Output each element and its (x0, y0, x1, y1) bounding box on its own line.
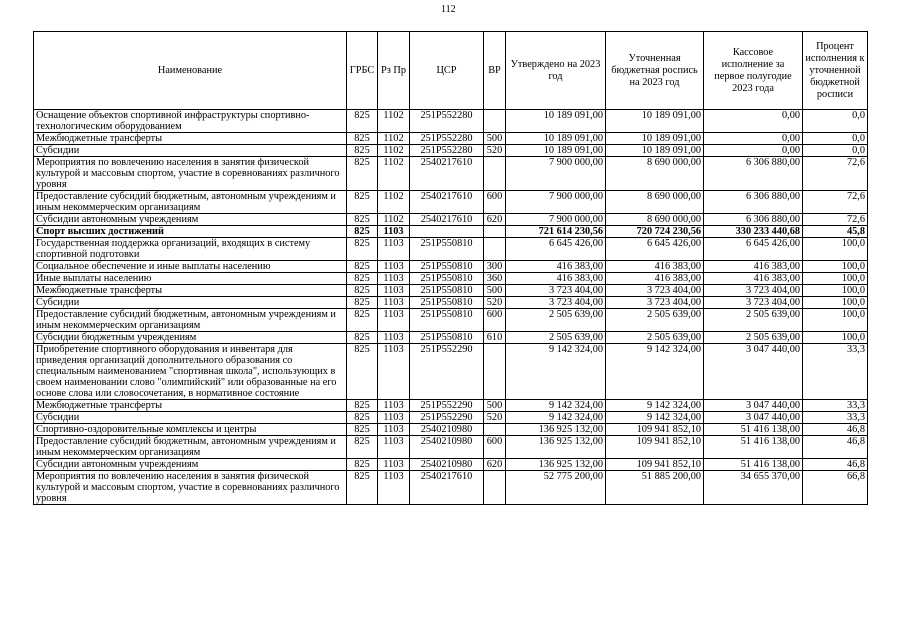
cell-name: Оснащение объектов спортивной инфраструктуры спортивно-технологическим оборудованием (34, 110, 347, 133)
cell-refined: 720 724 230,56 (606, 226, 704, 238)
cell-name: Иные выплаты населению (34, 273, 347, 285)
cell-csr (410, 226, 484, 238)
cell-percent: 45,8 (803, 226, 868, 238)
cell-rzpr: 1102 (378, 145, 410, 157)
cell-executed: 51 416 138,00 (704, 424, 803, 436)
cell-refined: 6 645 426,00 (606, 238, 704, 261)
cell-vr (484, 110, 506, 133)
cell-executed: 2 505 639,00 (704, 309, 803, 332)
cell-percent: 0,0 (803, 145, 868, 157)
table-row (34, 459, 868, 471)
cell-rzpr: 1103 (378, 238, 410, 261)
table-row (34, 238, 868, 261)
cell-percent: 100,0 (803, 332, 868, 344)
cell-refined: 8 690 000,00 (606, 214, 704, 226)
cell-rzpr: 1102 (378, 110, 410, 133)
cell-grbs: 825 (347, 214, 378, 226)
table-row (34, 157, 868, 191)
cell-approved: 7 900 000,00 (506, 157, 606, 191)
cell-vr: 360 (484, 273, 506, 285)
cell-percent: 33,3 (803, 400, 868, 412)
cell-percent: 72,6 (803, 214, 868, 226)
cell-approved: 52 775 200,00 (506, 471, 606, 505)
cell-grbs: 825 (347, 110, 378, 133)
col-header-vr: ВР (484, 32, 506, 110)
cell-executed: 0,00 (704, 110, 803, 133)
cell-grbs: 825 (347, 332, 378, 344)
cell-vr: 620 (484, 459, 506, 471)
cell-csr: 2540217610 (410, 214, 484, 226)
table-row (34, 436, 868, 459)
cell-csr: 251P552290 (410, 344, 484, 400)
cell-name: Социальное обеспечение и иные выплаты населению (34, 261, 347, 273)
cell-executed: 3 723 404,00 (704, 285, 803, 297)
cell-executed: 3 723 404,00 (704, 297, 803, 309)
cell-executed: 3 047 440,00 (704, 412, 803, 424)
cell-percent: 33,3 (803, 412, 868, 424)
cell-percent: 0,0 (803, 110, 868, 133)
table-row (34, 400, 868, 412)
cell-name: Мероприятия по вовлечению населения в занятия физической культурой и массовым спортом, участие в соревнованиях различного уровня (34, 471, 347, 505)
cell-csr: 2540217610 (410, 157, 484, 191)
cell-csr: 2540210980 (410, 424, 484, 436)
table-row (34, 412, 868, 424)
table-row (34, 285, 868, 297)
cell-name: Спорт высших достижений (34, 226, 347, 238)
table-row (34, 145, 868, 157)
cell-refined: 10 189 091,00 (606, 110, 704, 133)
cell-vr: 600 (484, 436, 506, 459)
cell-approved: 136 925 132,00 (506, 459, 606, 471)
cell-grbs: 825 (347, 157, 378, 191)
cell-vr (484, 424, 506, 436)
cell-percent: 33,3 (803, 344, 868, 400)
cell-grbs: 825 (347, 273, 378, 285)
cell-vr (484, 238, 506, 261)
cell-refined: 109 941 852,10 (606, 424, 704, 436)
cell-percent: 46,8 (803, 424, 868, 436)
col-header-approved: Утверждено на 2023 год (506, 32, 606, 110)
cell-grbs: 825 (347, 400, 378, 412)
cell-csr: 251P550810 (410, 332, 484, 344)
cell-grbs: 825 (347, 436, 378, 459)
cell-approved: 6 645 426,00 (506, 238, 606, 261)
col-header-executed: Кассовое исполнение за первое полугодие 2023 года (704, 32, 803, 110)
cell-grbs: 825 (347, 471, 378, 505)
cell-approved: 7 900 000,00 (506, 214, 606, 226)
cell-csr: 251P550810 (410, 261, 484, 273)
cell-approved: 9 142 324,00 (506, 344, 606, 400)
cell-approved: 416 383,00 (506, 261, 606, 273)
cell-rzpr: 1103 (378, 332, 410, 344)
cell-percent: 0,0 (803, 133, 868, 145)
cell-name: Межбюджетные трансферты (34, 133, 347, 145)
cell-executed: 330 233 440,68 (704, 226, 803, 238)
table-row (34, 133, 868, 145)
table-row (34, 424, 868, 436)
cell-refined: 8 690 000,00 (606, 191, 704, 214)
cell-percent: 72,6 (803, 191, 868, 214)
table-row (34, 273, 868, 285)
cell-approved: 416 383,00 (506, 273, 606, 285)
cell-csr: 251P550810 (410, 297, 484, 309)
cell-vr: 520 (484, 297, 506, 309)
cell-percent: 72,6 (803, 157, 868, 191)
table-row (34, 191, 868, 214)
cell-grbs: 825 (347, 238, 378, 261)
header-row (34, 32, 868, 110)
cell-percent: 46,8 (803, 436, 868, 459)
cell-name: Государственная поддержка организаций, входящих в систему спортивной подготовки (34, 238, 347, 261)
cell-rzpr: 1103 (378, 471, 410, 505)
table-row (34, 261, 868, 273)
cell-rzpr: 1102 (378, 133, 410, 145)
table-row (34, 332, 868, 344)
cell-csr: 251P550810 (410, 285, 484, 297)
cell-approved: 7 900 000,00 (506, 191, 606, 214)
cell-vr: 520 (484, 145, 506, 157)
cell-refined: 8 690 000,00 (606, 157, 704, 191)
cell-rzpr: 1103 (378, 273, 410, 285)
cell-vr: 610 (484, 332, 506, 344)
cell-vr (484, 344, 506, 400)
cell-rzpr: 1103 (378, 261, 410, 273)
cell-name: Субсидии бюджетным учреждениям (34, 332, 347, 344)
cell-executed: 6 306 880,00 (704, 191, 803, 214)
cell-name: Субсидии автономным учреждениям (34, 459, 347, 471)
cell-rzpr: 1102 (378, 214, 410, 226)
table-row (34, 297, 868, 309)
cell-executed: 0,00 (704, 145, 803, 157)
table-row (34, 110, 868, 133)
cell-executed: 3 047 440,00 (704, 344, 803, 400)
cell-executed: 416 383,00 (704, 261, 803, 273)
cell-grbs: 825 (347, 191, 378, 214)
cell-rzpr: 1103 (378, 297, 410, 309)
cell-rzpr: 1103 (378, 226, 410, 238)
cell-percent: 100,0 (803, 261, 868, 273)
cell-approved: 10 189 091,00 (506, 145, 606, 157)
cell-name: Субсидии автономным учреждениям (34, 214, 347, 226)
cell-name: Предоставление субсидий бюджетным, автономным учреждениям и иным некоммерческим организациям (34, 436, 347, 459)
cell-approved: 3 723 404,00 (506, 285, 606, 297)
cell-rzpr: 1103 (378, 309, 410, 332)
cell-vr: 500 (484, 133, 506, 145)
cell-csr: 2540210980 (410, 436, 484, 459)
cell-name: Межбюджетные трансферты (34, 400, 347, 412)
cell-refined: 9 142 324,00 (606, 400, 704, 412)
cell-executed: 6 306 880,00 (704, 157, 803, 191)
cell-rzpr: 1103 (378, 459, 410, 471)
table-row (34, 344, 868, 400)
cell-vr: 620 (484, 214, 506, 226)
cell-executed: 416 383,00 (704, 273, 803, 285)
cell-refined: 109 941 852,10 (606, 436, 704, 459)
cell-approved: 721 614 230,56 (506, 226, 606, 238)
cell-vr: 500 (484, 400, 506, 412)
cell-executed: 3 047 440,00 (704, 400, 803, 412)
cell-grbs: 825 (347, 145, 378, 157)
cell-refined: 2 505 639,00 (606, 332, 704, 344)
col-header-name: Наименование (34, 32, 347, 110)
page-number: 112 (441, 4, 456, 15)
cell-approved: 10 189 091,00 (506, 110, 606, 133)
cell-vr: 600 (484, 191, 506, 214)
cell-refined: 10 189 091,00 (606, 145, 704, 157)
cell-vr: 300 (484, 261, 506, 273)
cell-refined: 9 142 324,00 (606, 344, 704, 400)
cell-percent: 66,8 (803, 471, 868, 505)
cell-refined: 416 383,00 (606, 273, 704, 285)
cell-rzpr: 1103 (378, 400, 410, 412)
cell-rzpr: 1103 (378, 344, 410, 400)
cell-csr: 251P552290 (410, 412, 484, 424)
cell-refined: 51 885 200,00 (606, 471, 704, 505)
cell-executed: 0,00 (704, 133, 803, 145)
col-header-grbs: ГРБС (347, 32, 378, 110)
col-header-rzpr: Рз Пр (378, 32, 410, 110)
col-header-refined: Уточненная бюджетная роспись на 2023 год (606, 32, 704, 110)
cell-percent: 100,0 (803, 297, 868, 309)
cell-vr (484, 157, 506, 191)
cell-approved: 2 505 639,00 (506, 309, 606, 332)
cell-rzpr: 1103 (378, 412, 410, 424)
cell-name: Мероприятия по вовлечению населения в занятия физической культурой и массовым спортом, участие в соревнованиях различного уровня (34, 157, 347, 191)
cell-approved: 9 142 324,00 (506, 412, 606, 424)
cell-vr (484, 226, 506, 238)
budget-execution-table (33, 31, 868, 505)
cell-name: Приобретение спортивного оборудования и инвентаря для приведения организаций дополнительного образования со специальным наименованием "спортивная школа", использующих в своем наименовании слово "олимпийский" или образованные на его основе слова или словосочетания, в нормативное состояние (34, 344, 347, 400)
table-row (34, 226, 868, 238)
cell-csr: 251P552280 (410, 133, 484, 145)
cell-csr: 2540217610 (410, 471, 484, 505)
cell-grbs: 825 (347, 133, 378, 145)
cell-approved: 3 723 404,00 (506, 297, 606, 309)
cell-csr: 251P552280 (410, 110, 484, 133)
cell-name: Спортивно-оздоровительные комплексы и центры (34, 424, 347, 436)
cell-approved: 2 505 639,00 (506, 332, 606, 344)
cell-rzpr: 1103 (378, 424, 410, 436)
cell-csr: 251P550810 (410, 309, 484, 332)
cell-grbs: 825 (347, 226, 378, 238)
cell-vr (484, 471, 506, 505)
cell-vr: 600 (484, 309, 506, 332)
cell-name: Предоставление субсидий бюджетным, автономным учреждениям и иным некоммерческим организациям (34, 309, 347, 332)
cell-executed: 34 655 370,00 (704, 471, 803, 505)
table-row (34, 471, 868, 505)
cell-rzpr: 1102 (378, 191, 410, 214)
cell-csr: 2540210980 (410, 459, 484, 471)
cell-grbs: 825 (347, 297, 378, 309)
cell-executed: 6 645 426,00 (704, 238, 803, 261)
cell-grbs: 825 (347, 261, 378, 273)
cell-csr: 251P552280 (410, 145, 484, 157)
cell-approved: 9 142 324,00 (506, 400, 606, 412)
cell-vr: 520 (484, 412, 506, 424)
cell-percent: 46,8 (803, 459, 868, 471)
cell-grbs: 825 (347, 459, 378, 471)
cell-csr: 2540217610 (410, 191, 484, 214)
cell-refined: 9 142 324,00 (606, 412, 704, 424)
cell-approved: 136 925 132,00 (506, 424, 606, 436)
cell-rzpr: 1102 (378, 157, 410, 191)
cell-executed: 6 306 880,00 (704, 214, 803, 226)
cell-executed: 51 416 138,00 (704, 436, 803, 459)
cell-percent: 100,0 (803, 273, 868, 285)
cell-percent: 100,0 (803, 309, 868, 332)
cell-name: Субсидии (34, 297, 347, 309)
cell-name: Предоставление субсидий бюджетным, автономным учреждениям и иным некоммерческим организациям (34, 191, 347, 214)
cell-refined: 3 723 404,00 (606, 285, 704, 297)
cell-grbs: 825 (347, 424, 378, 436)
cell-name: Субсидии (34, 145, 347, 157)
col-header-csr: ЦСР (410, 32, 484, 110)
cell-name: Субсидии (34, 412, 347, 424)
col-header-percent: Процент исполнения к уточненной бюджетной росписи (803, 32, 868, 110)
cell-rzpr: 1103 (378, 285, 410, 297)
cell-rzpr: 1103 (378, 436, 410, 459)
cell-refined: 3 723 404,00 (606, 297, 704, 309)
cell-grbs: 825 (347, 412, 378, 424)
cell-percent: 100,0 (803, 285, 868, 297)
cell-refined: 10 189 091,00 (606, 133, 704, 145)
cell-csr: 251P550810 (410, 273, 484, 285)
cell-percent: 100,0 (803, 238, 868, 261)
cell-csr: 251P550810 (410, 238, 484, 261)
cell-refined: 109 941 852,10 (606, 459, 704, 471)
cell-approved: 10 189 091,00 (506, 133, 606, 145)
cell-grbs: 825 (347, 285, 378, 297)
cell-executed: 2 505 639,00 (704, 332, 803, 344)
cell-refined: 416 383,00 (606, 261, 704, 273)
cell-refined: 2 505 639,00 (606, 309, 704, 332)
cell-approved: 136 925 132,00 (506, 436, 606, 459)
cell-grbs: 825 (347, 309, 378, 332)
cell-executed: 51 416 138,00 (704, 459, 803, 471)
table-row (34, 309, 868, 332)
cell-grbs: 825 (347, 344, 378, 400)
cell-vr: 500 (484, 285, 506, 297)
table-row (34, 214, 868, 226)
cell-name: Межбюджетные трансферты (34, 285, 347, 297)
cell-csr: 251P552290 (410, 400, 484, 412)
